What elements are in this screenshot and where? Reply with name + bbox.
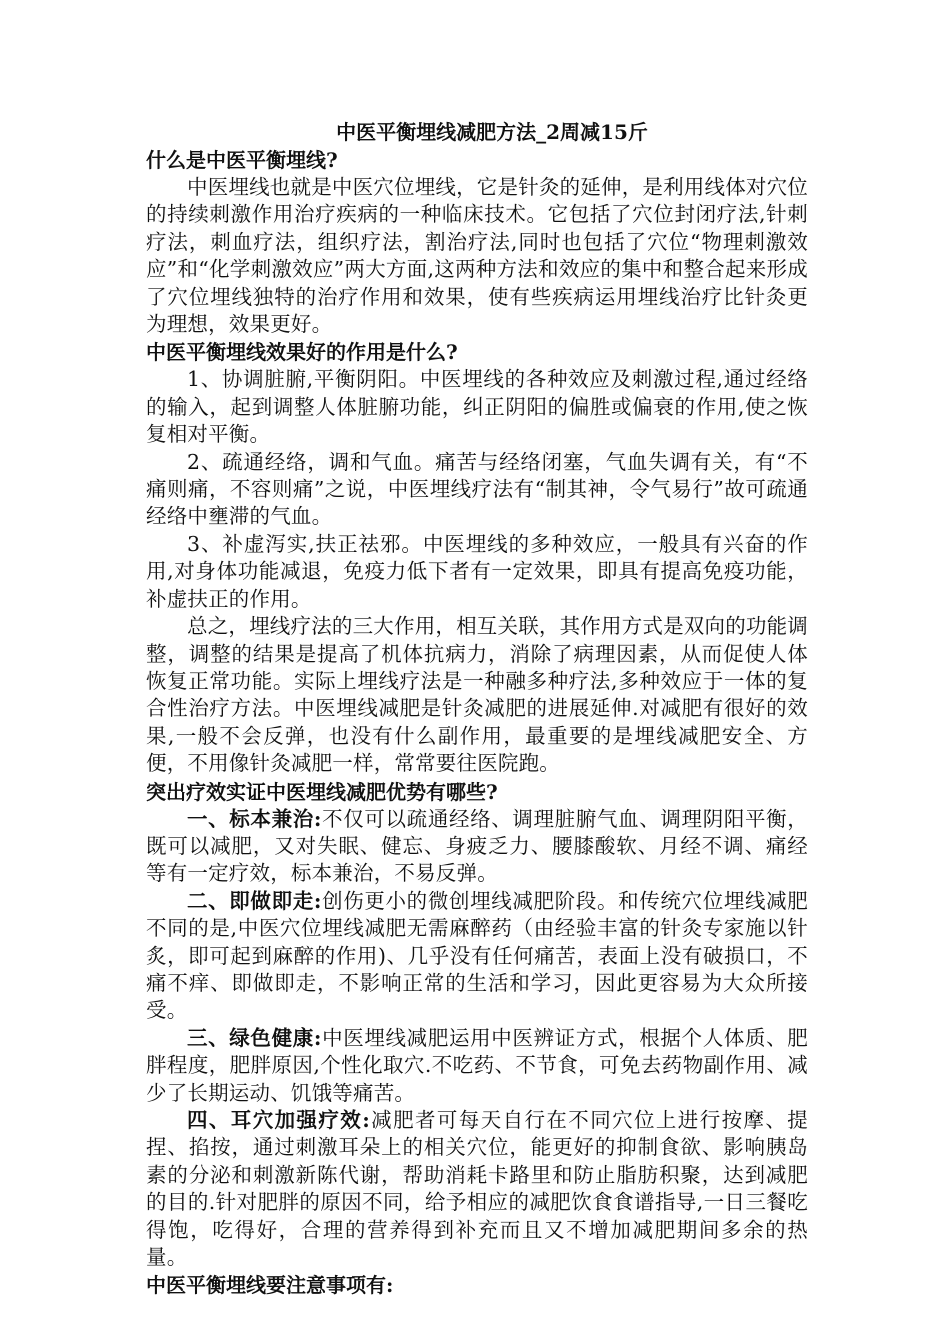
advantage-text: 中医埋线减肥运用中医辨证方式，根据个人体质、肥胖程度，肥胖原因,个性化取穴.不吃药、不节食，可免去药物副作用、减少了长期运动、饥饿等痛苦。 xyxy=(146,1025,808,1105)
document-page xyxy=(146,118,808,1299)
advantage-item xyxy=(146,806,808,888)
paragraph-definition: 中医埋线也就是中医穴位埋线，它是针灸的延伸，是利用线体对穴位的持续刺激作用治疗疾病的一种临床技术。它包括了穴位封闭疗法,针刺疗法，刺血疗法，组织疗法，割治疗法,同时也包括了穴位“物理刺激效应”和“化学刺激效应”两大方面,这两种方法和效应的集中和整合起来形成了穴位埋线独特的治疗作用和效果，使有些疾病运用埋线治疗比针灸更为理想，效果更好。 xyxy=(146,175,808,337)
advantage-item xyxy=(146,1107,808,1271)
section-heading-what-is: 什么是中医平衡埋线? xyxy=(146,148,338,172)
advantage-text: 不仅可以疏通经络、调理脏腑气血、调理阴阳平衡，既可以减肥，又对失眠、健忘、身疲乏力、腰膝酸软、月经不调、痛经等有一定疗效，标本兼治，不易反弹。 xyxy=(146,806,808,886)
section-heading-precautions: 中医平衡埋线要注意事项有: xyxy=(146,1273,394,1298)
advantage-item xyxy=(146,888,808,1025)
advantage-lead: 二、即做即走: xyxy=(187,888,322,913)
advantage-item xyxy=(146,1025,808,1107)
paragraph-summary: 总之，埋线疗法的三大作用，相互关联，其作用方式是双向的功能调整，调整的结果是提高了机体抗病力，消除了病理因素，从而促使人体恢复正常功能。实际上埋线疗法是一种融多种疗法,多种效应于一体的复合性治疗方法。中医埋线减肥是针灸减肥的进展延伸.对减肥有很好的效果,一般不会反弹，也没有什么副作用，最重要的是埋线减肥安全、方便，不用像针灸减肥一样，常常要往医院跑。 xyxy=(146,614,808,776)
section-heading-advantages: 突出疗效实证中医埋线减肥优势有哪些? xyxy=(146,779,498,804)
advantage-text: 减肥者可每天自行在不同穴位上进行按摩、提捏、掐按，通过刺激耳朵上的相关穴位，能更好的抑制食欲、影响胰岛素的分泌和刺激新陈代谢，帮助消耗卡路里和防止脂肪积聚，达到减肥的目的.针对肥胖的原因不同，给予相应的减肥饮食食谱指导,一日三餐吃得饱，吃得好，合理的营养得到补充而且又不增加减肥期间多余的热量。 xyxy=(146,1108,809,1270)
advantage-text: 创伤更小的微创埋线减肥阶段。和传统穴位埋线减肥不同的是,中医穴位埋线减肥无需麻醉药（由经验丰富的针灸专家施以针炙，即可起到麻醉的作用)、几乎没有任何痛苦，表面上没有破损口，不痛不痒、即做即走，不影响正常的生活和学习，因此更容易为大众所接受。 xyxy=(146,888,808,1023)
advantage-lead: 三、绿色健康: xyxy=(187,1025,322,1050)
document-title: 中医平衡埋线减肥方法_2周减15斤 xyxy=(336,120,648,144)
paragraph-effect-1: 1、协调脏腑,平衡阴阳。中医埋线的各种效应及刺激过程,通过经络的输入，起到调整人体脏腑功能，纠正阴阳的偏胜或偏衰的作用,使之恢复相对平衡。 xyxy=(146,367,808,447)
advantage-lead: 一、标本兼治: xyxy=(187,806,322,831)
paragraph-effect-3: 3、补虚泻实,扶正祛邪。中医埋线的多种效应，一般具有兴奋的作用,对身体功能减退，免疫力低下者有一定效果，即具有提高免疫功能，补虚扶正的作用。 xyxy=(146,531,808,611)
section-heading-effects: 中医平衡埋线效果好的作用是什么? xyxy=(146,340,458,365)
paragraph-effect-2: 2、疏通经络，调和气血。痛苦与经络闭塞，气血失调有关，有“不痛则痛，不容则痛”之说，中医埋线疗法有“制其神，令气易行”故可疏通经络中壅滞的气血。 xyxy=(146,449,808,529)
advantage-lead: 四、耳穴加强疗效: xyxy=(187,1108,370,1132)
